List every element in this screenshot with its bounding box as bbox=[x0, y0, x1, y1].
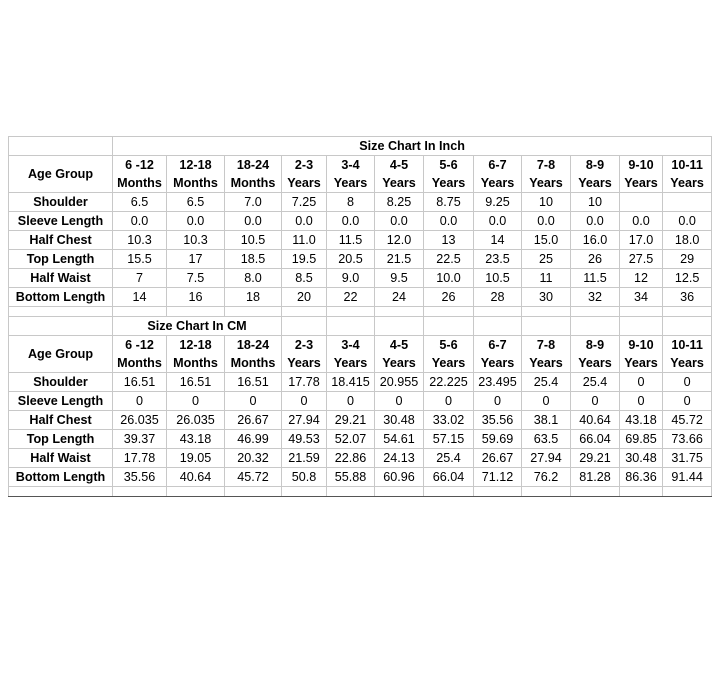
cm-value-cell: 0 bbox=[620, 373, 663, 392]
inch-value-cell: 9.0 bbox=[327, 269, 375, 288]
inch-value-cell: 0.0 bbox=[113, 212, 167, 231]
cm-value-cell: 35.56 bbox=[113, 468, 167, 487]
cm-value-cell: 59.69 bbox=[474, 430, 522, 449]
age-unit: Years bbox=[578, 356, 612, 370]
cm-value-cell: 22.225 bbox=[424, 373, 474, 392]
cm-age-column-header bbox=[167, 336, 225, 373]
cm-value-cell: 45.72 bbox=[225, 468, 282, 487]
inch-value-cell: 16.0 bbox=[571, 231, 620, 250]
inch-row-label: Sleeve Length bbox=[9, 212, 113, 231]
inch-value-cell: 16 bbox=[167, 288, 225, 307]
age-range: 6 -12 bbox=[125, 158, 154, 172]
cm-age-column-header bbox=[424, 336, 474, 373]
age-unit: Months bbox=[117, 356, 162, 370]
empty-cell bbox=[375, 487, 424, 497]
inch-value-cell: 7 bbox=[113, 269, 167, 288]
empty-cell bbox=[9, 307, 113, 317]
cm-value-cell: 0 bbox=[113, 392, 167, 411]
inch-age-header-row bbox=[9, 156, 712, 193]
inch-measurement-row bbox=[9, 250, 712, 269]
cm-value-cell: 69.85 bbox=[620, 430, 663, 449]
age-range: 7-8 bbox=[536, 158, 556, 172]
cm-value-cell: 26.67 bbox=[225, 411, 282, 430]
inch-value-cell: 26 bbox=[571, 250, 620, 269]
cm-value-cell: 43.18 bbox=[620, 411, 663, 430]
empty-cell bbox=[282, 487, 327, 497]
age-range: 3-4 bbox=[341, 338, 360, 352]
cm-age-column-header bbox=[113, 336, 167, 373]
inch-value-cell: 18.0 bbox=[663, 231, 712, 250]
empty-cell bbox=[167, 307, 225, 317]
cm-value-cell: 31.75 bbox=[663, 449, 712, 468]
cm-value-cell: 25.4 bbox=[424, 449, 474, 468]
age-unit: Years bbox=[382, 356, 416, 370]
cm-value-cell: 86.36 bbox=[620, 468, 663, 487]
cm-age-column-header bbox=[282, 336, 327, 373]
age-unit: Years bbox=[529, 176, 563, 190]
inch-measurement-row bbox=[9, 231, 712, 250]
cm-value-cell: 29.21 bbox=[571, 449, 620, 468]
age-range: 2-3 bbox=[294, 158, 314, 172]
cm-value-cell: 0 bbox=[167, 392, 225, 411]
inch-age-column-header bbox=[424, 156, 474, 193]
inch-value-cell: 10.5 bbox=[474, 269, 522, 288]
cm-value-cell: 66.04 bbox=[424, 468, 474, 487]
age-range: 12-18 bbox=[179, 158, 212, 172]
empty-cell bbox=[327, 317, 375, 336]
age-range: 9-10 bbox=[628, 338, 654, 352]
inch-value-cell: 19.5 bbox=[282, 250, 327, 269]
age-unit: Years bbox=[624, 176, 658, 190]
empty-cell bbox=[474, 317, 522, 336]
cm-value-cell: 45.72 bbox=[663, 411, 712, 430]
inch-age-column-header bbox=[113, 156, 167, 193]
inch-value-cell: 10 bbox=[571, 193, 620, 212]
cm-value-cell: 55.88 bbox=[327, 468, 375, 487]
cm-value-cell: 81.28 bbox=[571, 468, 620, 487]
empty-cell bbox=[167, 487, 225, 497]
cm-value-cell: 40.64 bbox=[571, 411, 620, 430]
cm-value-cell: 0 bbox=[620, 392, 663, 411]
age-range: 8-9 bbox=[585, 158, 605, 172]
inch-age-column-header bbox=[327, 156, 375, 193]
cm-age-header-row bbox=[9, 336, 712, 373]
cm-age-group-label: Age Group bbox=[9, 336, 113, 373]
cm-value-cell: 17.78 bbox=[113, 449, 167, 468]
empty-cell bbox=[571, 317, 620, 336]
inch-value-cell: 0.0 bbox=[474, 212, 522, 231]
inch-value-cell bbox=[663, 193, 712, 212]
age-unit: Years bbox=[333, 356, 368, 370]
cm-value-cell: 0 bbox=[474, 392, 522, 411]
inch-value-cell: 20 bbox=[282, 288, 327, 307]
inch-row-label: Top Length bbox=[9, 250, 113, 269]
inch-chart-title: Size Chart In Inch bbox=[113, 137, 712, 156]
age-unit: Years bbox=[287, 176, 321, 190]
age-unit: Months bbox=[173, 356, 218, 370]
inch-value-cell: 29 bbox=[663, 250, 712, 269]
inch-value-cell: 6.5 bbox=[167, 193, 225, 212]
inch-value-cell: 0.0 bbox=[522, 212, 571, 231]
cm-value-cell: 0 bbox=[282, 392, 327, 411]
cm-value-cell: 30.48 bbox=[375, 411, 424, 430]
cm-value-cell: 73.66 bbox=[663, 430, 712, 449]
empty-cell bbox=[327, 307, 375, 317]
inch-row-label: Half Chest bbox=[9, 231, 113, 250]
age-range: 10-11 bbox=[671, 158, 703, 172]
cm-value-cell: 54.61 bbox=[375, 430, 424, 449]
cm-value-cell: 35.56 bbox=[474, 411, 522, 430]
empty-cell bbox=[282, 307, 327, 317]
age-unit: Months bbox=[230, 356, 276, 370]
cm-value-cell: 19.05 bbox=[167, 449, 225, 468]
cm-value-cell: 66.04 bbox=[571, 430, 620, 449]
inch-value-cell: 11.0 bbox=[282, 231, 327, 250]
cm-row-label: Bottom Length bbox=[9, 468, 113, 487]
inch-value-cell: 6.5 bbox=[113, 193, 167, 212]
cm-measurement-row bbox=[9, 373, 712, 392]
cm-value-cell: 71.12 bbox=[474, 468, 522, 487]
inch-value-cell: 0.0 bbox=[375, 212, 424, 231]
cm-value-cell: 26.035 bbox=[167, 411, 225, 430]
inch-value-cell: 20.5 bbox=[327, 250, 375, 269]
age-unit: Years bbox=[333, 176, 368, 190]
inch-value-cell: 15.0 bbox=[522, 231, 571, 250]
cm-measurement-row bbox=[9, 411, 712, 430]
cm-value-cell: 20.32 bbox=[225, 449, 282, 468]
inch-age-column-header bbox=[282, 156, 327, 193]
age-range: 5-6 bbox=[439, 338, 458, 352]
inch-value-cell: 12.5 bbox=[663, 269, 712, 288]
inch-value-cell: 24 bbox=[375, 288, 424, 307]
age-unit: Years bbox=[287, 356, 321, 370]
empty-cell bbox=[282, 317, 327, 336]
inch-title-row bbox=[9, 137, 712, 156]
age-range: 4-5 bbox=[389, 158, 409, 172]
inch-measurement-row bbox=[9, 288, 712, 307]
cm-value-cell: 27.94 bbox=[282, 411, 327, 430]
age-unit: Months bbox=[173, 176, 218, 190]
cm-measurement-row bbox=[9, 430, 712, 449]
cm-value-cell: 0 bbox=[327, 392, 375, 411]
empty-cell bbox=[113, 307, 167, 317]
cm-value-cell: 0 bbox=[571, 392, 620, 411]
cm-value-cell: 16.51 bbox=[167, 373, 225, 392]
age-unit: Years bbox=[431, 356, 466, 370]
size-chart-table bbox=[8, 136, 712, 497]
cm-value-cell: 24.13 bbox=[375, 449, 424, 468]
cm-row-label: Shoulder bbox=[9, 373, 113, 392]
inch-value-cell: 0.0 bbox=[620, 212, 663, 231]
cm-value-cell: 18.415 bbox=[327, 373, 375, 392]
inch-row-label: Shoulder bbox=[9, 193, 113, 212]
inch-value-cell: 0.0 bbox=[663, 212, 712, 231]
inch-value-cell: 10.5 bbox=[225, 231, 282, 250]
inch-age-column-header bbox=[620, 156, 663, 193]
age-unit: Months bbox=[230, 176, 276, 190]
cm-title-row bbox=[9, 317, 712, 336]
age-range: 8-9 bbox=[585, 338, 605, 352]
cm-row-label: Half Chest bbox=[9, 411, 113, 430]
inch-value-cell: 22 bbox=[327, 288, 375, 307]
cm-value-cell: 49.53 bbox=[282, 430, 327, 449]
cm-row-label: Top Length bbox=[9, 430, 113, 449]
inch-value-cell: 22.5 bbox=[424, 250, 474, 269]
cm-value-cell: 91.44 bbox=[663, 468, 712, 487]
empty-cell bbox=[225, 307, 282, 317]
age-unit: Years bbox=[670, 356, 704, 370]
cm-age-column-header bbox=[327, 336, 375, 373]
inch-value-cell: 17 bbox=[167, 250, 225, 269]
cm-value-cell: 43.18 bbox=[167, 430, 225, 449]
cm-value-cell: 39.37 bbox=[113, 430, 167, 449]
inch-age-column-header bbox=[167, 156, 225, 193]
cm-row-label: Sleeve Length bbox=[9, 392, 113, 411]
cm-value-cell: 38.1 bbox=[522, 411, 571, 430]
section-gap-row bbox=[9, 307, 712, 317]
age-unit: Years bbox=[670, 176, 704, 190]
inch-value-cell: 8.5 bbox=[282, 269, 327, 288]
cm-value-cell: 76.2 bbox=[522, 468, 571, 487]
age-range: 2-3 bbox=[294, 338, 314, 352]
inch-measurement-row bbox=[9, 193, 712, 212]
cm-value-cell: 0 bbox=[375, 392, 424, 411]
cm-value-cell: 52.07 bbox=[327, 430, 375, 449]
cm-age-column-header bbox=[474, 336, 522, 373]
age-range: 5-6 bbox=[439, 158, 458, 172]
inch-value-cell: 10 bbox=[522, 193, 571, 212]
cm-value-cell: 21.59 bbox=[282, 449, 327, 468]
empty-cell bbox=[474, 307, 522, 317]
empty-cell bbox=[571, 307, 620, 317]
cm-value-cell: 63.5 bbox=[522, 430, 571, 449]
inch-value-cell: 9.5 bbox=[375, 269, 424, 288]
inch-age-column-header bbox=[474, 156, 522, 193]
inch-value-cell: 14 bbox=[113, 288, 167, 307]
age-unit: Years bbox=[480, 176, 515, 190]
inch-measurement-row bbox=[9, 269, 712, 288]
inch-age-column-header bbox=[571, 156, 620, 193]
age-unit: Years bbox=[431, 176, 466, 190]
inch-value-cell: 8.25 bbox=[375, 193, 424, 212]
inch-row-label: Bottom Length bbox=[9, 288, 113, 307]
empty-cell bbox=[375, 317, 424, 336]
inch-value-cell: 13 bbox=[424, 231, 474, 250]
inch-value-cell: 30 bbox=[522, 288, 571, 307]
age-range: 18-24 bbox=[236, 158, 270, 172]
empty-cell bbox=[620, 317, 663, 336]
age-range: 18-24 bbox=[236, 338, 270, 352]
inch-value-cell: 12 bbox=[620, 269, 663, 288]
inch-value-cell: 17.0 bbox=[620, 231, 663, 250]
cm-measurement-row bbox=[9, 392, 712, 411]
cm-value-cell: 25.4 bbox=[571, 373, 620, 392]
age-range: 3-4 bbox=[341, 158, 360, 172]
cm-value-cell: 16.51 bbox=[113, 373, 167, 392]
size-chart-sheet bbox=[8, 136, 711, 508]
age-range: 10-11 bbox=[671, 338, 703, 352]
cm-value-cell: 33.02 bbox=[424, 411, 474, 430]
empty-cell bbox=[9, 317, 113, 336]
inch-value-cell: 9.25 bbox=[474, 193, 522, 212]
inch-value-cell: 14 bbox=[474, 231, 522, 250]
inch-value-cell: 15.5 bbox=[113, 250, 167, 269]
cm-measurement-row bbox=[9, 468, 712, 487]
cm-value-cell: 23.495 bbox=[474, 373, 522, 392]
age-range: 6-7 bbox=[488, 158, 507, 172]
inch-value-cell: 10.3 bbox=[167, 231, 225, 250]
empty-cell bbox=[424, 307, 474, 317]
cm-age-column-header bbox=[522, 336, 571, 373]
cm-age-column-header bbox=[375, 336, 424, 373]
inch-value-cell: 26 bbox=[424, 288, 474, 307]
inch-value-cell: 11 bbox=[522, 269, 571, 288]
age-range: 6-7 bbox=[488, 338, 507, 352]
empty-cell bbox=[522, 317, 571, 336]
bottom-blank-row bbox=[9, 487, 712, 497]
inch-value-cell: 27.5 bbox=[620, 250, 663, 269]
inch-value-cell: 18.5 bbox=[225, 250, 282, 269]
inch-value-cell: 7.0 bbox=[225, 193, 282, 212]
cm-value-cell: 25.4 bbox=[522, 373, 571, 392]
inch-value-cell: 0.0 bbox=[167, 212, 225, 231]
inch-value-cell: 7.25 bbox=[282, 193, 327, 212]
empty-cell bbox=[375, 307, 424, 317]
empty-cell bbox=[474, 487, 522, 497]
inch-value-cell: 18 bbox=[225, 288, 282, 307]
cm-value-cell: 0 bbox=[663, 392, 712, 411]
cm-value-cell: 27.94 bbox=[522, 449, 571, 468]
cm-value-cell: 0 bbox=[522, 392, 571, 411]
inch-value-cell: 0.0 bbox=[424, 212, 474, 231]
cm-value-cell: 29.21 bbox=[327, 411, 375, 430]
inch-value-cell: 25 bbox=[522, 250, 571, 269]
cm-value-cell: 60.96 bbox=[375, 468, 424, 487]
age-range: 7-8 bbox=[536, 338, 556, 352]
inch-value-cell: 0.0 bbox=[282, 212, 327, 231]
inch-measurement-row bbox=[9, 212, 712, 231]
empty-cell bbox=[663, 307, 712, 317]
cm-chart-title: Size Chart In CM bbox=[113, 317, 282, 336]
cm-value-cell: 0 bbox=[663, 373, 712, 392]
cm-age-column-header bbox=[663, 336, 712, 373]
cm-value-cell: 22.86 bbox=[327, 449, 375, 468]
cm-age-column-header bbox=[225, 336, 282, 373]
inch-age-column-header bbox=[375, 156, 424, 193]
empty-cell bbox=[620, 307, 663, 317]
inch-value-cell bbox=[620, 193, 663, 212]
age-range: 9-10 bbox=[628, 158, 654, 172]
cm-value-cell: 16.51 bbox=[225, 373, 282, 392]
size-chart-body bbox=[9, 137, 712, 497]
age-unit: Years bbox=[578, 176, 612, 190]
inch-age-column-header bbox=[663, 156, 712, 193]
inch-value-cell: 10.0 bbox=[424, 269, 474, 288]
cm-value-cell: 50.8 bbox=[282, 468, 327, 487]
inch-age-column-header bbox=[225, 156, 282, 193]
inch-value-cell: 36 bbox=[663, 288, 712, 307]
inch-value-cell: 8.0 bbox=[225, 269, 282, 288]
inch-value-cell: 32 bbox=[571, 288, 620, 307]
empty-cell bbox=[620, 487, 663, 497]
age-unit: Months bbox=[117, 176, 162, 190]
age-unit: Years bbox=[382, 176, 416, 190]
cm-value-cell: 26.035 bbox=[113, 411, 167, 430]
inch-value-cell: 11.5 bbox=[571, 269, 620, 288]
inch-value-cell: 11.5 bbox=[327, 231, 375, 250]
age-range: 4-5 bbox=[389, 338, 409, 352]
cm-age-column-header bbox=[571, 336, 620, 373]
cm-value-cell: 0 bbox=[225, 392, 282, 411]
empty-cell bbox=[522, 307, 571, 317]
cm-value-cell: 30.48 bbox=[620, 449, 663, 468]
cm-row-label: Half Waist bbox=[9, 449, 113, 468]
empty-cell bbox=[327, 487, 375, 497]
inch-age-column-header bbox=[522, 156, 571, 193]
empty-cell bbox=[424, 317, 474, 336]
empty-cell bbox=[424, 487, 474, 497]
empty-cell bbox=[663, 317, 712, 336]
empty-cell bbox=[9, 137, 113, 156]
age-unit: Years bbox=[529, 356, 563, 370]
empty-cell bbox=[571, 487, 620, 497]
age-unit: Years bbox=[624, 356, 658, 370]
inch-value-cell: 8.75 bbox=[424, 193, 474, 212]
inch-value-cell: 7.5 bbox=[167, 269, 225, 288]
inch-value-cell: 28 bbox=[474, 288, 522, 307]
inch-value-cell: 23.5 bbox=[474, 250, 522, 269]
cm-value-cell: 26.67 bbox=[474, 449, 522, 468]
inch-value-cell: 10.3 bbox=[113, 231, 167, 250]
age-unit: Years bbox=[480, 356, 515, 370]
inch-value-cell: 0.0 bbox=[571, 212, 620, 231]
cm-measurement-row bbox=[9, 449, 712, 468]
age-range: 12-18 bbox=[179, 338, 212, 352]
inch-value-cell: 12.0 bbox=[375, 231, 424, 250]
cm-value-cell: 0 bbox=[424, 392, 474, 411]
inch-row-label: Half Waist bbox=[9, 269, 113, 288]
cm-age-column-header bbox=[620, 336, 663, 373]
cm-value-cell: 46.99 bbox=[225, 430, 282, 449]
age-range: 6 -12 bbox=[125, 338, 154, 352]
cm-value-cell: 20.955 bbox=[375, 373, 424, 392]
cm-value-cell: 17.78 bbox=[282, 373, 327, 392]
empty-cell bbox=[225, 487, 282, 497]
inch-value-cell: 34 bbox=[620, 288, 663, 307]
cm-value-cell: 40.64 bbox=[167, 468, 225, 487]
empty-cell bbox=[522, 487, 571, 497]
inch-age-group-label: Age Group bbox=[9, 156, 113, 193]
inch-value-cell: 0.0 bbox=[327, 212, 375, 231]
cm-value-cell: 57.15 bbox=[424, 430, 474, 449]
inch-value-cell: 0.0 bbox=[225, 212, 282, 231]
empty-cell bbox=[663, 487, 712, 497]
inch-value-cell: 21.5 bbox=[375, 250, 424, 269]
empty-cell bbox=[9, 487, 113, 497]
inch-value-cell: 8 bbox=[327, 193, 375, 212]
empty-cell bbox=[113, 487, 167, 497]
